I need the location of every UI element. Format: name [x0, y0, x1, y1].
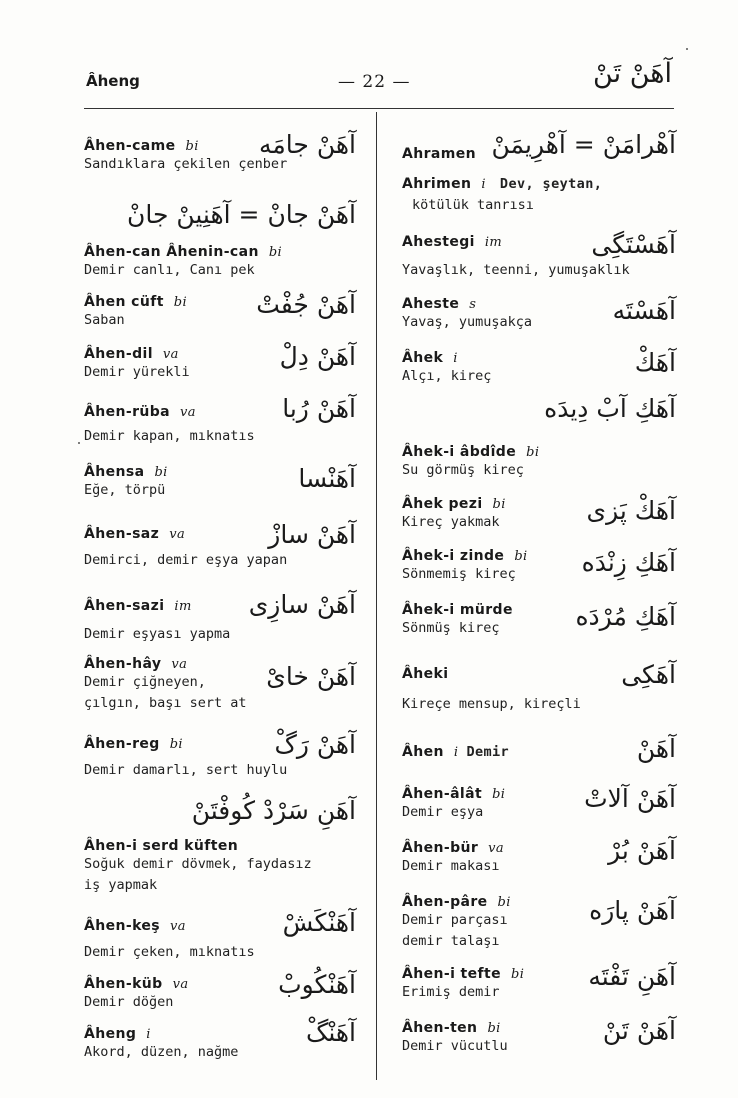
- entry-arabic: آهَنْگْ: [305, 1018, 356, 1047]
- right-column: [402, 0, 676, 1098]
- entry-arabic: آهَكْ: [634, 348, 676, 377]
- entry-pos: bi: [526, 445, 540, 460]
- entry-headword: Âhen-âlât bi: [402, 786, 506, 802]
- entry-pos: bi: [514, 549, 528, 564]
- entry-definition: Sönmemiş kireç: [402, 566, 516, 582]
- entry-arabic: آهَنْ جُفْتْ: [256, 290, 356, 319]
- entry-definition: Demir çiğneyen, çılgın, başı sert at: [84, 674, 247, 711]
- entry-arabic-line: [402, 394, 676, 423]
- entry-pos: s: [469, 297, 477, 312]
- entry-arabic: آهَنْ بُرْ: [608, 836, 676, 865]
- entry-pos: va: [170, 919, 186, 934]
- entry-headword: Ahrimen i Dev, şeytan,: [402, 176, 603, 192]
- entry-definition: Demir çeken, mıknatıs: [84, 944, 255, 960]
- entry-headword: Âhen-reg bi: [84, 736, 183, 752]
- entry-pos: bi: [487, 1021, 501, 1036]
- entry-pos: bi: [492, 497, 506, 512]
- entry: [402, 660, 676, 715]
- entry-arabic: آهَنْ خاىْ: [266, 662, 356, 691]
- entry-pos: bi: [154, 465, 168, 480]
- entry-arabic: آهَكْ پَزى: [586, 496, 676, 525]
- entry-definition: Alçı, kireç: [402, 368, 492, 384]
- entry: [84, 1018, 356, 1063]
- entry-definition: Demir parçası demir talaşı: [402, 912, 508, 949]
- entry-definition: Yavaşlık, teenni, yumuşaklık: [402, 262, 630, 278]
- arabic-line: آهَنِ سَرْدْ كُوفْتَنْ: [191, 796, 356, 825]
- entry: [402, 836, 676, 877]
- entry: [402, 130, 676, 162]
- arabic-guide-word: آهَنْ تَنْ: [593, 58, 672, 89]
- entry-headword: Âhek pezi bi: [402, 496, 506, 512]
- entry-pos: bi: [185, 139, 199, 154]
- entry-arabic: آهَنْ رُبا: [282, 394, 356, 423]
- entry-pos: i: [146, 1027, 151, 1042]
- entry: [84, 970, 356, 1013]
- entry-arabic: آهَنْسا: [298, 464, 356, 493]
- entry-definition: Demir eşya: [402, 804, 484, 820]
- entry-headword: Âhen-i serd küften: [84, 838, 239, 854]
- entry: [402, 786, 676, 823]
- entry-headword: Ahramen: [402, 146, 477, 162]
- entry: [84, 656, 356, 714]
- entry-headword: Âhen-küb va: [84, 976, 189, 992]
- entry-arabic: آهَنْ سازِى: [248, 590, 356, 619]
- entry: [84, 130, 356, 175]
- entry-definition: Sandıklara çekilen çenber: [84, 156, 288, 172]
- entry: [402, 496, 676, 533]
- column-divider: [376, 112, 377, 1080]
- entry-arabic: آهَنِ تَفْتَه: [588, 962, 676, 991]
- print-speck: [78, 442, 80, 444]
- entry: [84, 244, 356, 281]
- entry-arabic: آهَسْتَگِى: [591, 230, 676, 259]
- entry-definition: Dev, şeytan,: [499, 176, 603, 192]
- entry-definition: Kireçe mensup, kireçli: [402, 696, 581, 712]
- entry: [402, 174, 676, 216]
- entry-headword: Âhen cüft bi: [84, 294, 188, 310]
- entry-headword: Ahestegi im: [402, 234, 503, 250]
- entry-pos: bi: [268, 245, 283, 260]
- print-speck: [686, 48, 688, 50]
- entry-headword: Âhek-i mürde: [402, 602, 513, 618]
- page-number: — 22 —: [338, 72, 411, 92]
- entry-arabic: آهَكِى: [621, 660, 676, 689]
- arabic-line: آهَكِ آبْ دِيدَه: [544, 394, 676, 423]
- entry: [84, 464, 356, 501]
- entry-headword: Âheki: [402, 666, 449, 682]
- entry-headword: Âhen-pâre bi: [402, 894, 511, 910]
- entry-pos: im: [484, 235, 503, 250]
- entry-definition: Yavaş, yumuşakça: [402, 314, 533, 330]
- entry: [84, 730, 356, 781]
- entry-definition: Eğe, törpü: [84, 482, 166, 498]
- entry-pos: bi: [511, 967, 525, 982]
- entry-headword: Âhen-dil va: [84, 346, 179, 362]
- entry-definition: Akord, düzen, nağme: [84, 1044, 239, 1060]
- entry-arabic-line: [84, 200, 356, 229]
- entry-headword: Âhen-sazi im: [84, 598, 192, 614]
- entry-arabic: آهَنْ پارَه: [589, 896, 676, 925]
- entry-arabic: آهْرامَنْ = آهْرِيمَنْ: [491, 130, 676, 159]
- entry-pos: bi: [169, 737, 183, 752]
- left-column: [84, 0, 356, 1098]
- entry-headword: Âhek-i âbdîde bi: [402, 444, 540, 460]
- guide-word: Âheng: [86, 72, 140, 90]
- entry-pos: va: [169, 527, 186, 542]
- entry: [84, 590, 356, 645]
- entry: [402, 1016, 676, 1057]
- entry-definition: Erimiş demir: [402, 984, 500, 1000]
- entry-arabic: آهَنْكَشْ: [282, 908, 356, 937]
- entry-pos: i: [453, 745, 459, 760]
- entry-definition: Demirci, demir eşya yapan: [84, 552, 288, 568]
- entry-headword: Âhen-saz va: [84, 526, 186, 542]
- entry-definition: Soğuk demir dövmek, faydasız iş yapmak: [84, 856, 312, 893]
- entry-pos: bi: [492, 787, 506, 802]
- entry-arabic: آهَكِ زِنْدَه: [581, 548, 676, 577]
- entry-headword: Âhek-i zinde bi: [402, 548, 528, 564]
- entry-arabic: آهَنْ آلاتْ: [584, 784, 676, 813]
- entry-pos: va: [171, 657, 188, 672]
- entry-headword: Âhen-hây va: [84, 656, 188, 672]
- entry-arabic-line: [84, 796, 356, 825]
- entry: [402, 444, 676, 481]
- entry-pos: va: [162, 347, 179, 362]
- entry-definition: Demir vücutlu: [402, 1038, 508, 1054]
- entry-definition: Sönmüş kireç: [402, 620, 500, 636]
- entry: [84, 394, 356, 447]
- entry-arabic: آهَنْ تَنْ: [602, 1016, 676, 1045]
- entry-definition: Demir eşyası yapma: [84, 626, 231, 642]
- entry-pos: i: [453, 351, 458, 366]
- entry: [402, 350, 676, 387]
- entry-definition: Saban: [84, 312, 125, 328]
- entry-definition: Demir döğen: [84, 994, 174, 1010]
- entry-headword: Âheng i: [84, 1026, 151, 1042]
- entry: [402, 894, 676, 952]
- entry-pos: i: [481, 177, 486, 192]
- entry-arabic: آهَنْ سازْ: [268, 520, 356, 549]
- entry-headword: Âhen-rüba va: [84, 404, 196, 420]
- entry-definition: Su görmüş kireç: [402, 462, 524, 478]
- entry: [84, 908, 356, 963]
- entry-arabic: آهَنْ جامَه: [259, 130, 356, 159]
- entry-arabic: آهَنْ: [636, 734, 676, 763]
- entry-definition: Demir makası: [402, 858, 500, 874]
- entry: [402, 602, 676, 639]
- entry-arabic: آهَنْ دِلْ: [279, 342, 356, 371]
- entry-headword: Âhen-came bi: [84, 138, 199, 154]
- entry: [402, 296, 676, 333]
- entry-headword: Âhen-ten bi: [402, 1020, 501, 1036]
- entry-headword: Âhek i: [402, 350, 458, 366]
- entry-arabic: آهَنْكُوبْ: [278, 970, 356, 999]
- entry-headword: Âhen-keş va: [84, 918, 186, 934]
- entry: [84, 290, 356, 331]
- entry-arabic: آهَكِ مُرْدَه: [575, 602, 676, 631]
- entry-definition: Demir yürekli: [84, 364, 190, 380]
- entry-headword: Âhen-i tefte bi: [402, 966, 525, 982]
- entry: [84, 342, 356, 383]
- entry-arabic: آهَنْ رَگْ: [274, 730, 356, 759]
- entry: [402, 962, 676, 1003]
- entry-pos: va: [488, 841, 505, 856]
- entry-headword: Âhen-bür va: [402, 840, 505, 856]
- entry: [402, 230, 676, 281]
- entry-pos: bi: [497, 895, 511, 910]
- entry-definition: Demir kapan, mıknatıs: [84, 428, 255, 444]
- entry-definition-cont: kötülük tanrısı: [412, 197, 534, 213]
- arabic-line: آهَنْ جانْ = آهَنِينْ جانْ: [126, 200, 356, 229]
- entry-headword: Âhen-can Âhenin-can bi: [84, 244, 283, 260]
- entry: [402, 548, 676, 585]
- entry-headword: Âhen i Demir: [402, 744, 510, 760]
- entry-headword: Âhensa bi: [84, 464, 168, 480]
- entry: [84, 520, 356, 571]
- entry-pos: va: [172, 977, 189, 992]
- entry-headword: Aheste s: [402, 296, 477, 312]
- entry-pos: va: [180, 405, 196, 420]
- entry: [402, 734, 676, 763]
- entry-definition: Demir: [466, 744, 510, 760]
- entry-definition: Demir damarlı, sert huylu: [84, 762, 288, 778]
- entry: [84, 838, 356, 896]
- entry-arabic: آهَسْتَه: [612, 296, 676, 325]
- entry-definition: Demir canlı, Canı pek: [84, 262, 255, 278]
- entry-definition: Kireç yakmak: [402, 514, 500, 530]
- entry-pos: im: [174, 599, 192, 614]
- entry-pos: bi: [173, 295, 188, 310]
